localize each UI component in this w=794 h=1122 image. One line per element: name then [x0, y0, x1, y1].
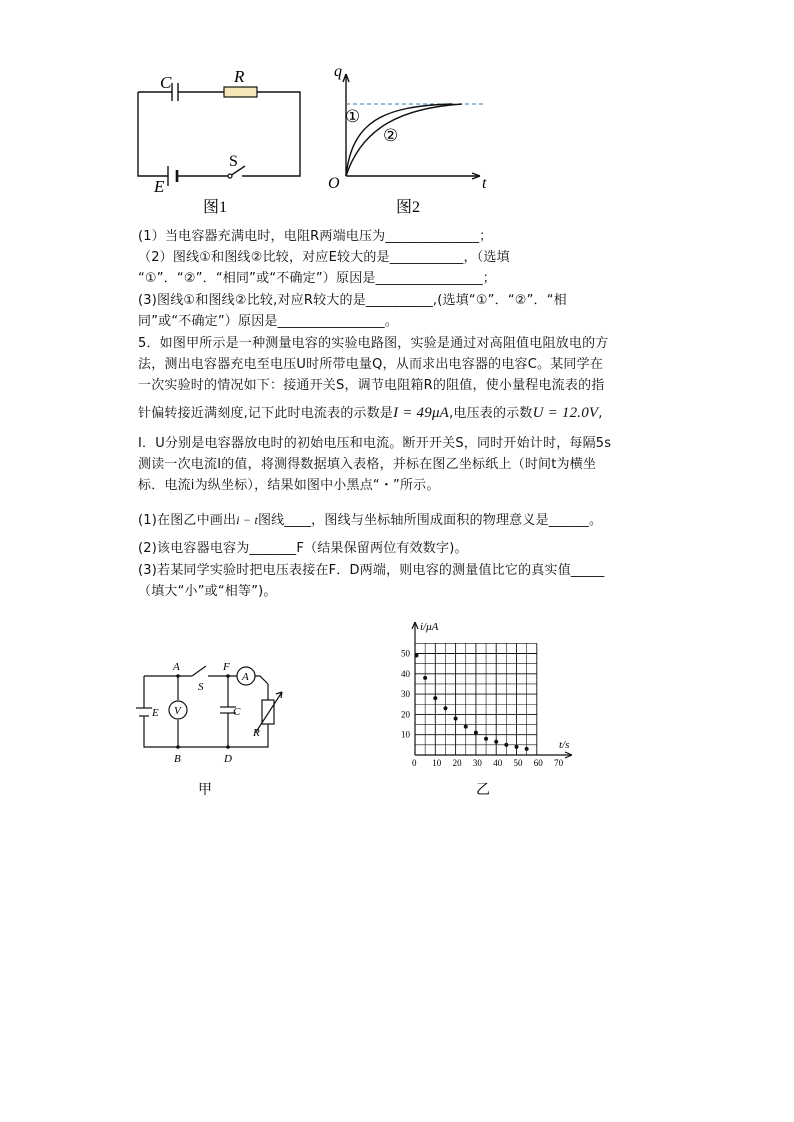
p5-line4-prefix: 针偏转接近满刻度,记下此时电流表的示数是: [138, 406, 394, 421]
sub-question-3-line-2: （填大“小”或“相等”)。: [138, 584, 277, 599]
capacitor-c-label: C: [233, 706, 241, 718]
x-axis-label: t/s: [559, 739, 570, 751]
p5-line4-middle: ,电压表的示数: [449, 406, 533, 421]
x-tick-label: 0: [412, 758, 417, 768]
data-point: [515, 745, 519, 749]
x-tick-label: 20: [452, 758, 462, 768]
voltage-reading: U = 12.0V: [532, 405, 599, 421]
data-point: [484, 737, 488, 741]
problem-5-line-1: 5．如图甲所示是一种测量电容的实验电路图，实验是通过对高阻值电阻放电的方: [138, 336, 609, 351]
figure-2-caption: 图2: [396, 199, 421, 216]
problem-5-line-5: I．U分别是电容器放电时的初始电压和电流。断开开关S，同时开始计时，每隔5s: [138, 436, 612, 451]
resistor-r: [224, 87, 257, 97]
x-tick-label: 40: [493, 758, 503, 768]
y-tick-label: 40: [401, 668, 410, 679]
problem-5-line-3: 一次实验时的情况如下：接通开关S，调节电阻箱R的阻值，使小量程电流表的指: [138, 378, 605, 393]
battery-e-label: E: [152, 707, 159, 719]
p5-line4-end: ,: [598, 406, 603, 421]
ammeter-a-label: A: [242, 671, 249, 683]
curve-2: [346, 104, 462, 176]
label-c: C: [160, 73, 172, 92]
data-point: [474, 731, 478, 735]
data-point: [504, 743, 508, 747]
s1-prefix: (1)在图乙中画出: [138, 513, 237, 528]
question-2-line-1: （2）图线①和图线②比较，对应E较大的是___________，（选填: [138, 250, 510, 265]
data-point: [525, 747, 529, 751]
s1-suffix: 图线____，图线与坐标轴所围成面积的物理意义是______。: [257, 513, 603, 528]
figure-jia-caption: 甲: [198, 783, 212, 798]
axis-q-label: q: [334, 63, 342, 80]
figure-1-circuit: [130, 62, 310, 218]
sub-question-3-line-1: (3)若某同学实验时把电压表接在F．D两端，则电容的测量值比它的真实值_____: [138, 563, 605, 578]
figure-1-caption: 图1: [203, 199, 228, 216]
switch-s-label: S: [198, 681, 204, 693]
data-point: [423, 676, 427, 680]
data-point: [464, 725, 468, 729]
data-point: [433, 696, 437, 700]
node-a-label: A: [173, 661, 180, 673]
axis-t-label: t: [482, 175, 487, 192]
question-1: (1）当电容器充满电时，电阻R两端电压为______________；: [138, 229, 493, 244]
sub-question-2: (2)该电容器电容为_______F（结果保留两位有效数字)。: [138, 541, 468, 556]
curve-1: [346, 104, 452, 176]
figure-yi-chart: [396, 616, 586, 806]
x-tick-label: 60: [533, 758, 543, 768]
node-f-label: F: [223, 661, 230, 673]
curve-1-label: ①: [345, 107, 361, 126]
label-s: S: [229, 153, 238, 170]
data-point: [443, 706, 447, 710]
label-e: E: [154, 177, 165, 196]
y-tick-label: 10: [401, 729, 410, 740]
problem-5-line-2: 法，测出电容器充电至电压U时所带电量Q，从而求出电容器的电容C。某同学在: [138, 357, 604, 372]
curve-2-label: ②: [383, 126, 399, 145]
question-3-line-1: (3)图线①和图线②比较,对应R较大的是__________,(选填“①”．“②”．“相: [138, 293, 567, 308]
s1-it-symbol: i − t: [236, 513, 258, 527]
x-tick-label: 30: [472, 758, 482, 768]
data-point: [415, 654, 419, 658]
y-tick-label: 20: [401, 709, 410, 720]
x-tick-label: 50: [513, 758, 523, 768]
figure-2-graph: [322, 62, 502, 218]
voltmeter-v-label: V: [174, 705, 181, 717]
sub-question-1: [138, 511, 662, 530]
current-reading: I = 49μA: [393, 405, 450, 421]
x-tick-label: 70: [554, 758, 564, 768]
data-point: [454, 716, 458, 720]
resistor-r-label: R: [253, 727, 260, 739]
y-tick-label: 30: [401, 689, 410, 700]
figure-yi-caption: 乙: [476, 783, 490, 798]
label-r: R: [234, 67, 245, 86]
x-tick-label: 10: [432, 758, 442, 768]
data-point: [494, 740, 498, 744]
origin-label: O: [328, 175, 340, 192]
question-2-line-2: “①”．“②”．“相同”或“不确定”）原因是________________；: [138, 271, 496, 286]
problem-5-line-4: [138, 404, 662, 423]
node-d-label: D: [224, 753, 232, 765]
problem-5-line-7: 标．电流i为纵坐标），结果如图中小黑点“・”所示。: [138, 478, 440, 493]
figure-jia-circuit: [136, 656, 286, 806]
node-b-label: B: [174, 753, 181, 765]
y-axis-label: i/μA: [420, 621, 439, 633]
problem-5-line-6: 测读一次电流I的值，将测得数据填入表格，并标在图乙坐标纸上（时间t为横坐: [138, 457, 597, 472]
question-3-line-2: 同”或“不确定”）原因是________________。: [138, 314, 399, 329]
y-tick-label: 50: [401, 648, 410, 659]
